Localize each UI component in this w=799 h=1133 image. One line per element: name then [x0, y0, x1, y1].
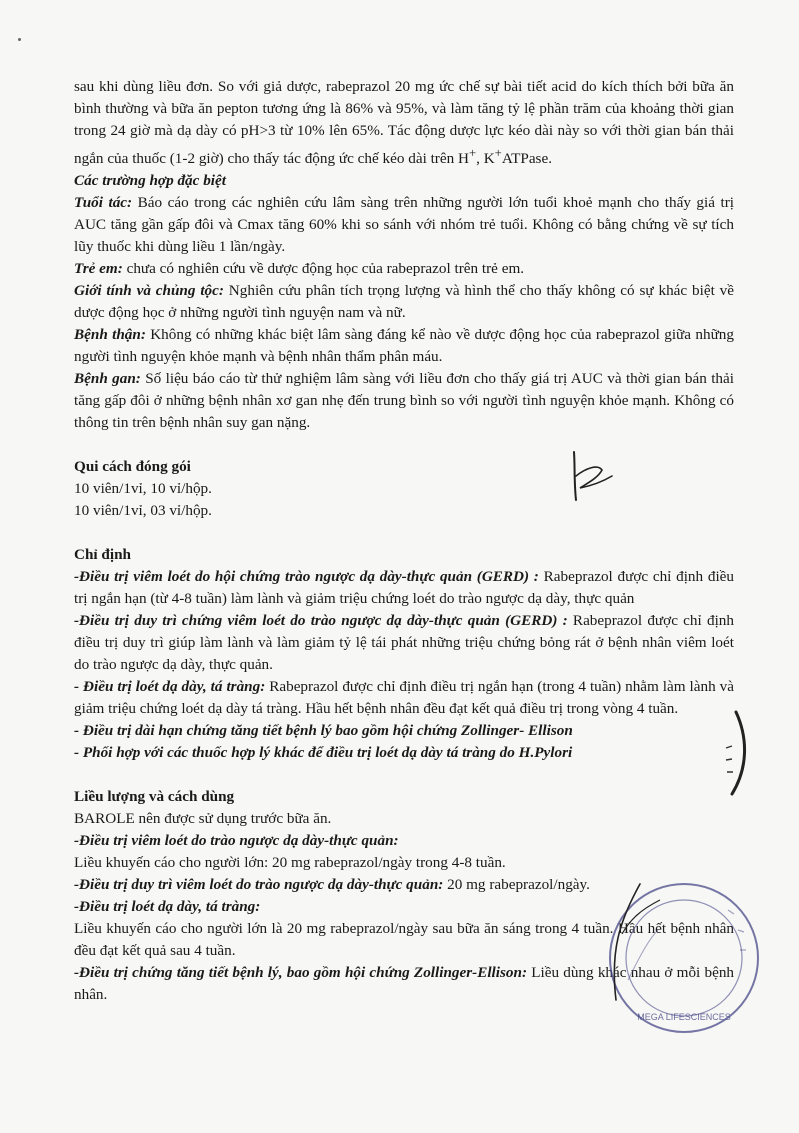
stamp-signature	[600, 880, 670, 1010]
packaging-heading: Qui cách đóng gói	[74, 458, 191, 476]
indication-heading: Chỉ định	[74, 546, 131, 564]
indication-2: -Điều trị duy trì chứng viêm loét do trào ngược dạ dày-thực quản (GERD) : Rabeprazol được chỉ định điều trị duy trì giúp làm lành và làm giảm tỷ lệ tái phát những triệu chứng bỏng rát ở bệnh nhân viêm loét do trào ngược dạ dày, thực quản.	[74, 612, 734, 674]
dosage-intro: BAROLE nên được sử dụng trước bữa ăn.	[74, 810, 332, 828]
dosage-heading: Liều lượng và cách dùng	[74, 788, 235, 806]
elderly-paragraph: Tuổi tác: Báo cáo trong các nghiên cứu lâm sàng trên những người lớn tuổi khoẻ mạnh cho thấy giá trị AUC tăng gần gấp đôi và Cmax tăng 60% khi so sánh với nhóm trẻ tuổi. Không có bằng chứng về sự tích lũy thuốc khi dùng liều 1 lần/ngày.	[74, 194, 734, 256]
dosage-4: -Điều trị chứng tăng tiết bệnh lý, bao gồm hội chứng Zollinger-Ellison: Liều dùng khác nhau ở mỗi bệnh nhân.	[74, 964, 735, 1004]
signature-mark	[562, 448, 622, 508]
dosage-1-text: Liều khuyến cáo cho người lớn: 20 mg rabeprazol/ngày trong 4-8 tuần.	[74, 854, 506, 872]
dosage-3-text: Liều khuyến cáo cho người lớn là 20 mg rabeprazol/ngày sau bữa ăn sáng trong 4 tuần. Hầu hết bệnh nhân đều đạt kết quả sau 4 tuần.	[74, 920, 734, 960]
pharmacodynamics-paragraph: sau khi dùng liều đơn. So với giả dược, rabeprazol 20 mg ức chế sự bài tiết acid do kích thích bởi bữa ăn bình thường và bữa ăn pepton tương ứng là 86% và 95%, và làm tăng tỷ lệ phần trăm của khoảng thời gian trong 24 giờ mà dạ dày có pH>3 từ 10% lên 65%. Tác động dược lực kéo dài này so với thời gian bán thải ngắn của thuốc (1-2 giờ) cho thấy tác động ức chế kéo dài trên H+, K+ATPase.	[74, 78, 734, 168]
packaging-line-1: 10 viên/1vỉ, 10 vỉ/hộp.	[74, 480, 212, 498]
kidney-paragraph: Bệnh thận: Không có những khác biệt lâm sàng đáng kể nào về dược động học của rabeprazol giữa những người tình nguyện khỏe mạnh và bệnh nhân thẩm phân máu.	[74, 326, 734, 366]
packaging-line-2: 10 viên/1vỉ, 03 vỉ/hộp.	[74, 502, 212, 520]
indication-4: - Điều trị dài hạn chứng tăng tiết bệnh lý bao gồm hội chứng Zollinger- Ellison	[74, 722, 573, 740]
document-page	[74, 76, 734, 1006]
liver-paragraph: Bệnh gan: Số liệu báo cáo từ thử nghiệm lâm sàng với liều đơn cho thấy giá trị AUC và thời gian bán thải tăng gấp đôi ở những bệnh nhân xơ gan nhẹ đến trung bình so với người tình nguyện khỏe mạnh. Không có thông tin trên bệnh nhân suy gan nặng.	[74, 370, 734, 432]
dosage-3-label: -Điều trị loét dạ dày, tá tràng:	[74, 898, 261, 916]
special-cases-heading: Các trường hợp đặc biệt	[74, 172, 226, 190]
children-paragraph: Trẻ em: chưa có nghiên cứu về dược động học của rabeprazol trên trẻ em.	[74, 260, 525, 278]
scan-speck	[18, 38, 21, 41]
gender-paragraph: Giới tính và chủng tộc: Nghiên cứu phân tích trọng lượng và hình thể cho thấy không có sự khác biệt về dược động học ở những người tình nguyện nam và nữ.	[74, 282, 734, 322]
dosage-2: -Điều trị duy trì viêm loét do trào ngược dạ dày-thực quản: 20 mg rabeprazol/ngày.	[74, 876, 590, 894]
indication-1: -Điều trị viêm loét do hội chứng trào ngược dạ dày-thực quản (GERD) : Rabeprazol được chỉ định điều trị ngắn hạn (từ 4-8 tuần) làm lành và giảm triệu chứng loét do trào ngược dạ dày, thực quản	[74, 568, 734, 608]
indication-5: - Phối hợp với các thuốc hợp lý khác để điều trị loét dạ dày tá tràng do H.Pylori	[74, 744, 573, 762]
dosage-1-label: -Điều trị viêm loét do trào ngược dạ dày-thực quản:	[74, 832, 399, 850]
stamp-text: MEGA LIFESCIENCES	[637, 1012, 731, 1022]
margin-pen-stroke	[722, 708, 752, 798]
indication-3: - Điều trị loét dạ dày, tá tràng: Rabeprazol được chỉ định điều trị ngắn hạn (trong 4 tuần) nhằm làm lành và giảm triệu chứng loét dạ dày tá tràng. Hầu hết bệnh nhân đều đạt kết quả điều trị trong vòng 4 tuần.	[74, 678, 734, 718]
